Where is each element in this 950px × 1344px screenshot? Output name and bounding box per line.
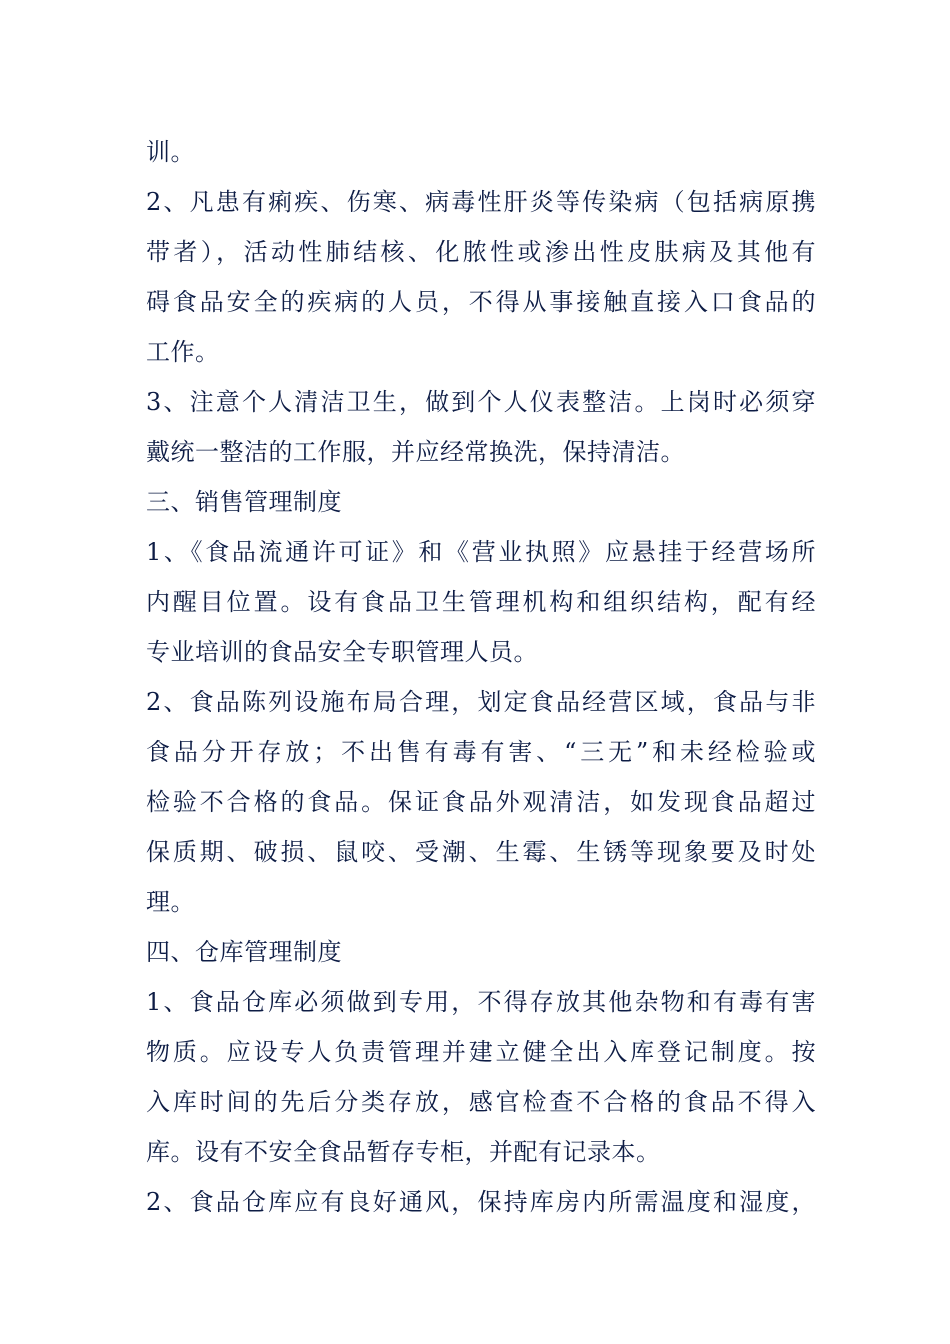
text-line: 碍食品安全的疾病的人员，不得从事接触直接入口食品的 <box>146 288 816 316</box>
text-line: 戴统一整洁的工作服，并应经常换洗，保持清洁。 <box>146 438 685 466</box>
text-line: 工作。 <box>146 338 220 366</box>
text-line: 1、《食品流通许可证》和《营业执照》应悬挂于经营场所 <box>146 538 816 566</box>
text-line: 物质。应设专人负责管理并建立健全出入库登记制度。按 <box>146 1038 816 1066</box>
text-line: 检验不合格的食品。保证食品外观清洁，如发现食品超过 <box>146 788 816 816</box>
text-line: 食品分开存放；不出售有毒有害、“三无”和未经检验或 <box>146 738 816 766</box>
text-line: 内醒目位置。设有食品卫生管理机构和组织结构，配有经 <box>146 588 816 616</box>
text-line: 理。 <box>146 888 195 916</box>
text-line: 3、注意个人清洁卫生，做到个人仪表整洁。上岗时必须穿 <box>146 388 816 416</box>
text-line: 保质期、破损、鼠咬、受潮、生霉、生锈等现象要及时处 <box>146 838 816 866</box>
text-line: 2、食品陈列设施布局合理，划定食品经营区域，食品与非 <box>146 688 816 716</box>
text-line: 2、食品仓库应有良好通风，保持库房内所需温度和湿度， <box>146 1188 816 1216</box>
text-line: 带者），活动性肺结核、化脓性或渗出性皮肤病及其他有 <box>146 238 816 266</box>
text-line: 入库时间的先后分类存放，感官检查不合格的食品不得入 <box>146 1088 816 1116</box>
text-line: 训。 <box>146 138 195 166</box>
text-line: 专业培训的食品安全专职管理人员。 <box>146 638 538 666</box>
text-line: 2、凡患有痢疾、伤寒、病毒性肝炎等传染病（包括病原携 <box>146 188 816 216</box>
section-heading: 三、销售管理制度 <box>146 488 342 516</box>
text-line: 库。设有不安全食品暂存专柜，并配有记录本。 <box>146 1138 661 1166</box>
section-heading: 四、仓库管理制度 <box>146 938 342 966</box>
text-line: 1、食品仓库必须做到专用，不得存放其他杂物和有毒有害 <box>146 988 816 1016</box>
